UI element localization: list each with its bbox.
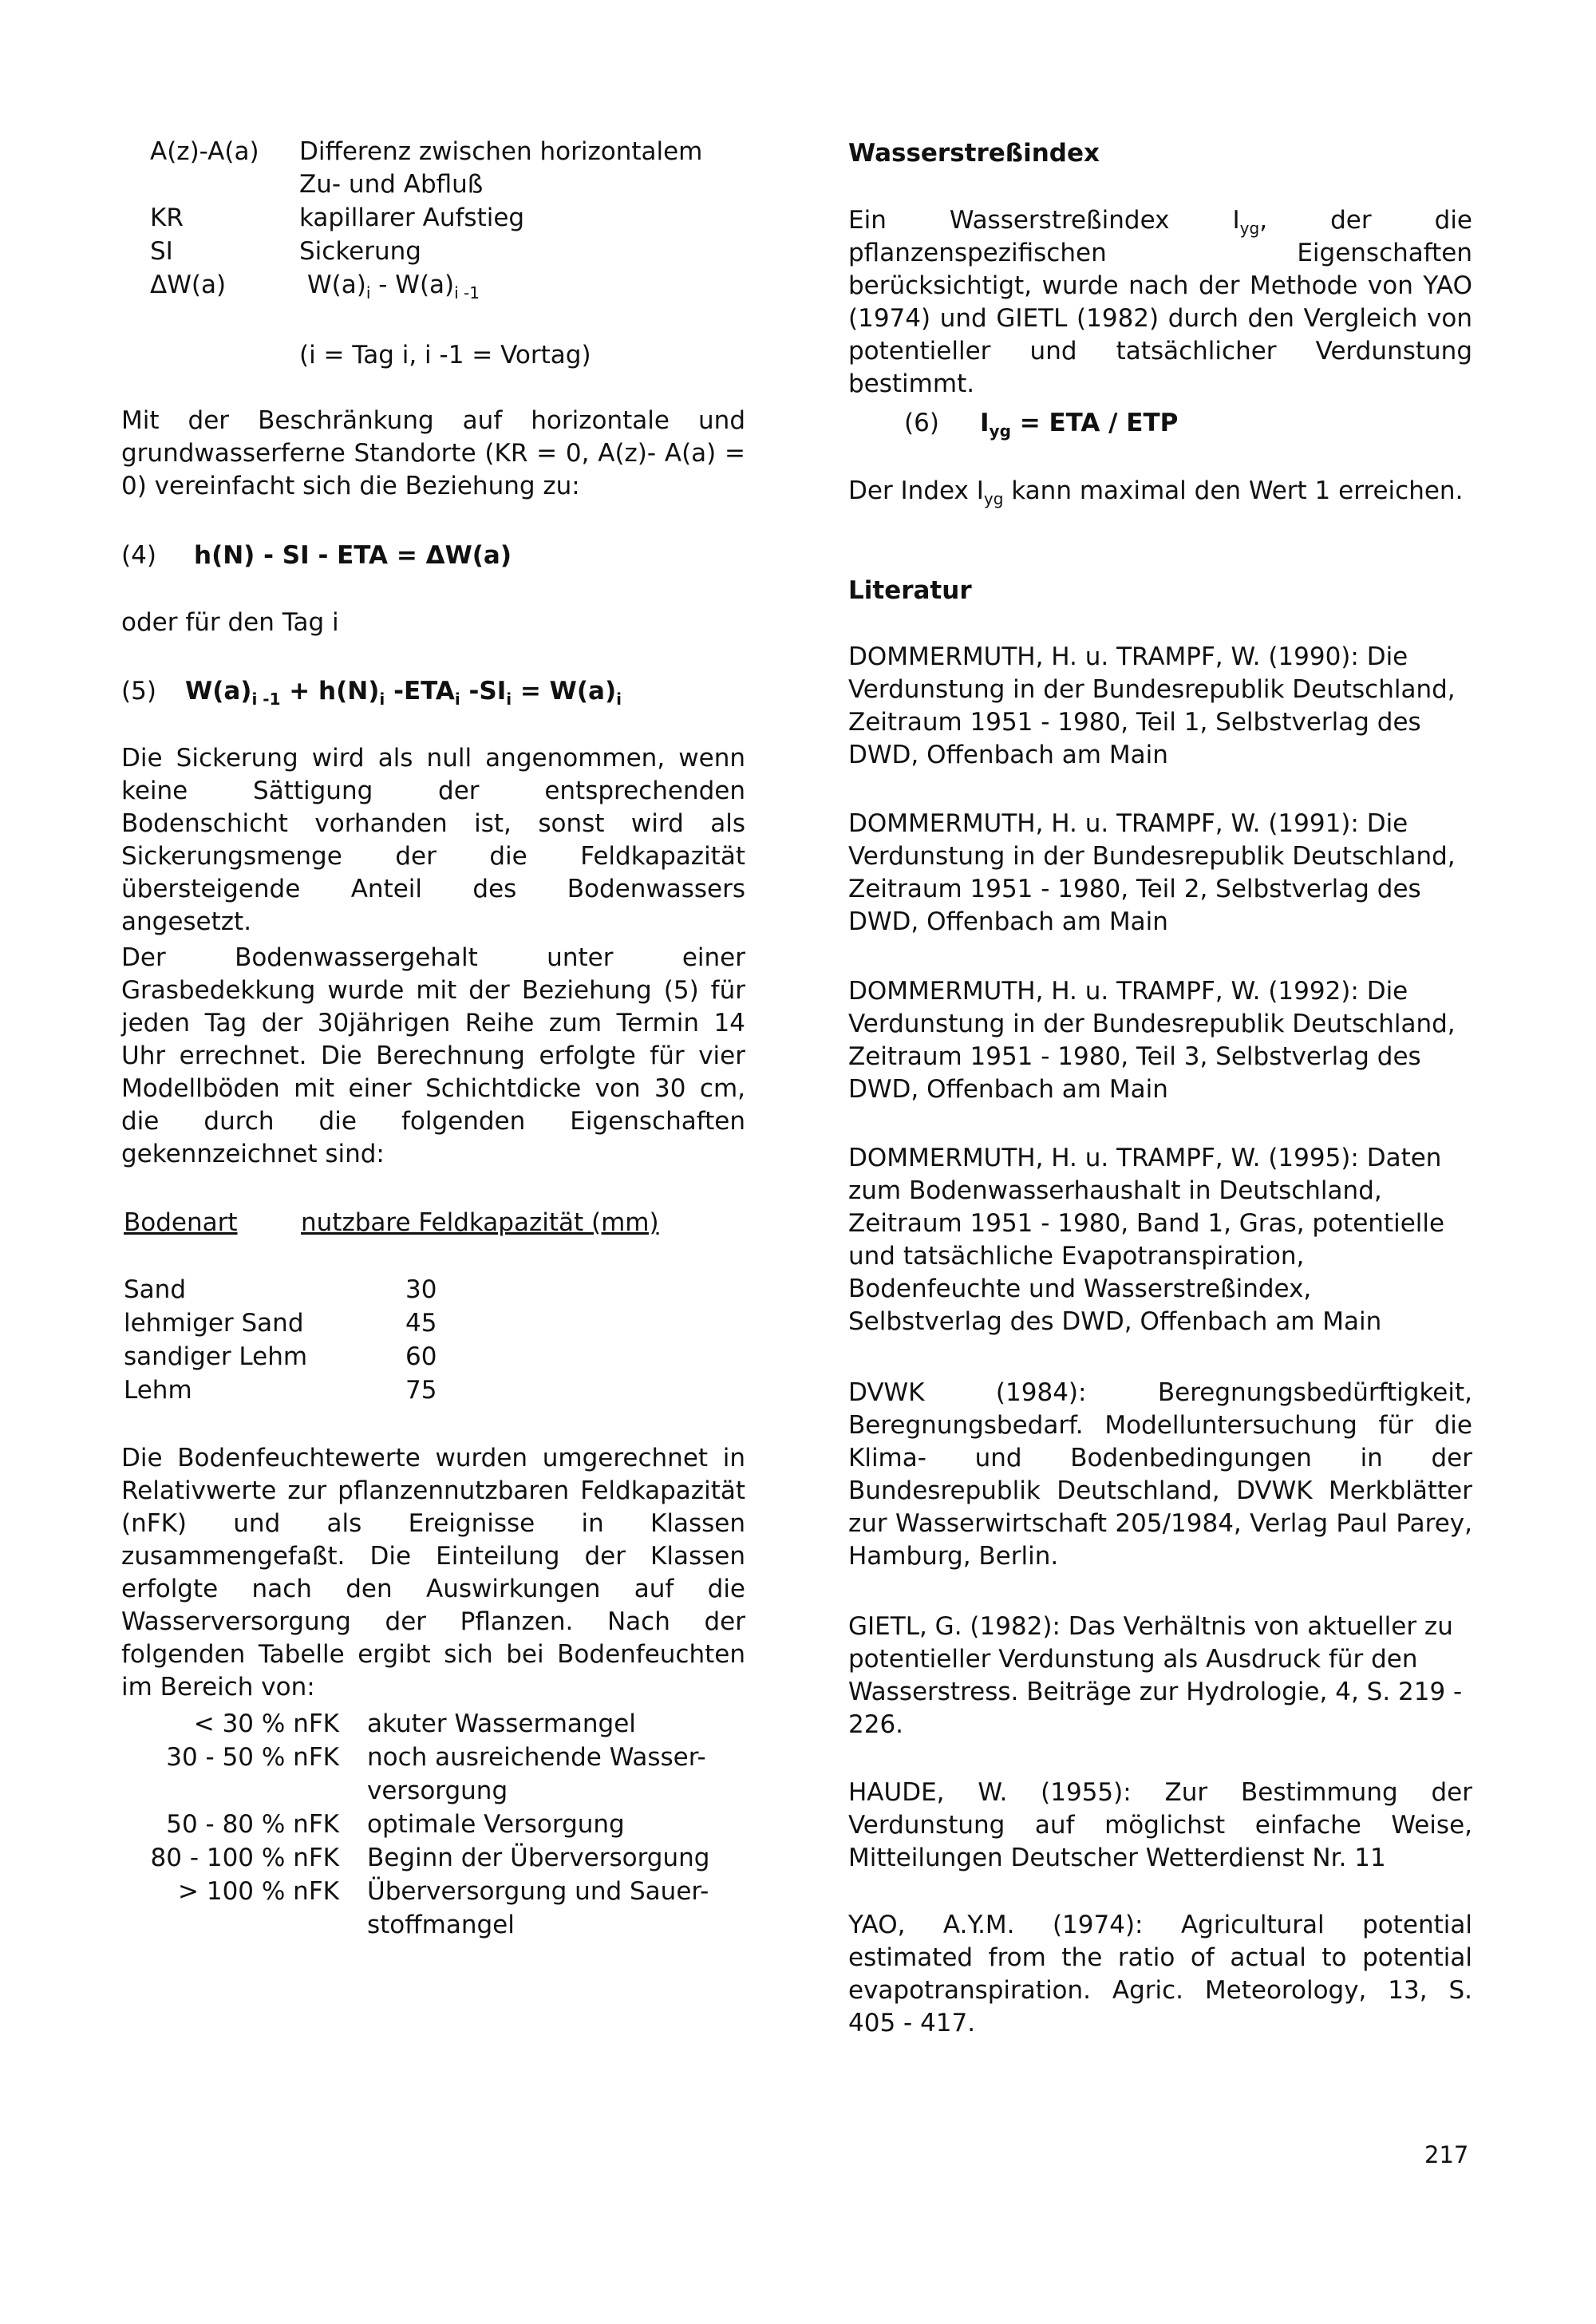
- reference-item: DOMMERMUTH, H. u. TRAMPF, W. (1990): Die Verdunstung in der Bundesrepublik Deutschland, Zeitraum 1951 - 1980, Teil 1, Selbstverlag des DWD, Offenbach am Main: [848, 642, 1456, 769]
- eq6-formula: $I_{yg}$ = ETA / ETP: [980, 409, 1179, 441]
- eq4-formula: h(N) - SI - ETA = ΔW(a): [194, 541, 512, 570]
- reference-item: DOMMERMUTH, H. u. TRAMPF, W. (1991): Die Verdunstung in der Bundesrepublik Deutschland, Zeitraum 1951 - 1980, Teil 2, Selbstverlag des DWD, Offenbach am Main: [848, 809, 1456, 936]
- class-desc: akuter Wassermangel: [367, 1709, 636, 1738]
- eq4-number: (4): [121, 541, 156, 570]
- eq6-number: (6): [904, 409, 939, 437]
- symbol-az-aa-desc-cont: Zu- und Abfluß: [299, 170, 484, 199]
- symbol-dwa-desc: $W(a)_i - W(a)_{i -1}$: [307, 271, 480, 302]
- symbol-kr: KR: [150, 204, 184, 232]
- para-index: Ein Wasserstreßindex $I_{yg}$, der die pflanzenspezifischen Eigenschaften berücksichtigt, wurde nach der Methode von YAO (1974) und GIETL (1982) durch den Vergleich von potentieller und tatsächlicher Verdunstung bestimmt.: [848, 206, 1472, 398]
- heading-literatur: Literatur: [848, 576, 972, 605]
- soil-header-bodenart: Bodenart: [124, 1208, 238, 1237]
- symbol-si: SI: [150, 237, 173, 266]
- reference-item: YAO, A.Y.M. (1974): Agricultural potential estimated from the ratio of actual to potential evapotranspiration. Agric. Meteorology, 13, S. 405 - 417.: [848, 1911, 1472, 2037]
- reference-item: GIETL, G. (1982): Das Verhältnis von aktueller zu potentieller Verdunstung als Ausdruck für den Wasserstress. Beiträge zur Hydrologie, 4, S. 219 - 226.: [848, 1612, 1463, 1739]
- soil-header-nfk: nutzbare Feldkapazität (mm): [301, 1208, 659, 1237]
- para-sickerung: Die Sickerung wird als null angenommen, wenn keine Sättigung der entsprechenden Bodenschicht vorhanden ist, sonst wird als Sickerungsmenge der die Feldkapazität übersteigende Anteil des Bodenwassers angesetzt.: [121, 744, 745, 936]
- oder-text: oder für den Tag i: [121, 608, 339, 637]
- reference-item: DOMMERMUTH, H. u. TRAMPF, W. (1992): Die Verdunstung in der Bundesrepublik Deutschland, Zeitraum 1951 - 1980, Teil 3, Selbstverlag des DWD, Offenbach am Main: [848, 977, 1456, 1104]
- class-range: 50 - 80 % nFK: [166, 1810, 339, 1839]
- class-desc: Überversorgung und Sauer-: [367, 1877, 709, 1906]
- class-desc: optimale Versorgung: [367, 1810, 625, 1839]
- symbol-si-desc: Sickerung: [299, 237, 421, 266]
- symbol-az-aa: A(z)-A(a): [150, 137, 259, 166]
- class-range: 30 - 50 % nFK: [166, 1743, 339, 1772]
- eq5-formula: $W(a)_{i -1} + h(N)_i$ $-ETA_i$ $-SI_i = W(a)_i$: [185, 677, 622, 709]
- soil-row-value: 30: [405, 1275, 437, 1304]
- soil-row-value: 75: [405, 1376, 437, 1405]
- reference-item: DVWK (1984): Beregnungsbedürftigkeit, Beregnungsbedarf. Modelluntersuchung für die Klima- und Bodenbedingungen in der Bundesrepublik Deutschland, DVWK Merkblätter zur Wasserwirtschaft 205/1984, Verlag Paul Parey, Hamburg, Berlin.: [848, 1378, 1472, 1571]
- para-index-max: Der Index $I_{yg}$ kann maximal den Wert 1 erreichen.: [848, 476, 1464, 508]
- class-desc: versorgung: [367, 1777, 508, 1805]
- class-desc: noch ausreichende Wasser-: [367, 1743, 706, 1772]
- soil-row-name: Lehm: [124, 1376, 192, 1405]
- class-range: > 100 % nFK: [178, 1877, 339, 1906]
- soil-row-name: Sand: [124, 1275, 186, 1304]
- tag-note: (i = Tag i, i -1 = Vortag): [299, 341, 591, 370]
- symbol-az-aa-desc: Differenz zwischen horizontalem: [299, 137, 703, 166]
- class-range: < 30 % nFK: [193, 1709, 339, 1738]
- soil-row-name: lehmiger Sand: [124, 1309, 304, 1338]
- symbol-dwa: ΔW(a): [150, 271, 227, 299]
- heading-wasserstressindex: Wasserstreßindex: [848, 139, 1100, 168]
- para-feuchte: Die Bodenfeuchtewerte wurden umgerechnet in Relativwerte zur pflanzennutzbaren Feldkapazität (nFK) und als Ereignisse in Klassen zusammengefaßt. Die Einteilung der Klassen erfolgte nach den Auswirkungen auf die Wasserversorgung der Pflanzen. Nach der folgenden Tabelle ergibt sich bei Bodenfeuchten im Bereich von:: [121, 1444, 745, 1702]
- symbol-kr-desc: kapillarer Aufstieg: [299, 204, 525, 232]
- reference-item: DOMMERMUTH, H. u. TRAMPF, W. (1995): Daten zum Bodenwasserhaushalt in Deutschland, Zeitraum 1951 - 1980, Band 1, Gras, potentielle und tatsächliche Evapotranspiration, Bodenfeuchte und Wasserstreßindex, Selbstverlag des DWD, Offenbach am Main: [848, 1144, 1445, 1336]
- soil-row-name: sandiger Lehm: [124, 1342, 308, 1371]
- page-number: 217: [1424, 2141, 1469, 2168]
- class-range: 80 - 100 % nFK: [150, 1844, 339, 1872]
- soil-row-value: 60: [405, 1342, 437, 1371]
- class-desc: stoffmangel: [367, 1911, 515, 1939]
- soil-row-value: 45: [405, 1309, 437, 1338]
- para-restriction: Mit der Beschränkung auf horizontale und grundwasserferne Standorte (KR = 0, A(z)- A(a) = 0) vereinfacht sich die Beziehung zu:: [121, 406, 745, 500]
- reference-item: HAUDE, W. (1955): Zur Bestimmung der Verdunstung auf möglichst einfache Weise, Mitteilungen Deutscher Wetterdienst Nr. 11: [848, 1778, 1472, 1872]
- class-desc: Beginn der Überversorgung: [367, 1844, 710, 1872]
- eq5-number: (5): [121, 677, 156, 706]
- para-bodenwasser: Der Bodenwassergehalt unter einer Grasbedekkung wurde mit der Beziehung (5) für jeden Tag der 30jährigen Reihe zum Termin 14 Uhr errechnet. Die Berechnung erfolgte für vier Modellböden mit einer Schichtdicke von 30 cm, die durch die folgenden Eigenschaften gekennzeichnet sind:: [121, 943, 745, 1168]
